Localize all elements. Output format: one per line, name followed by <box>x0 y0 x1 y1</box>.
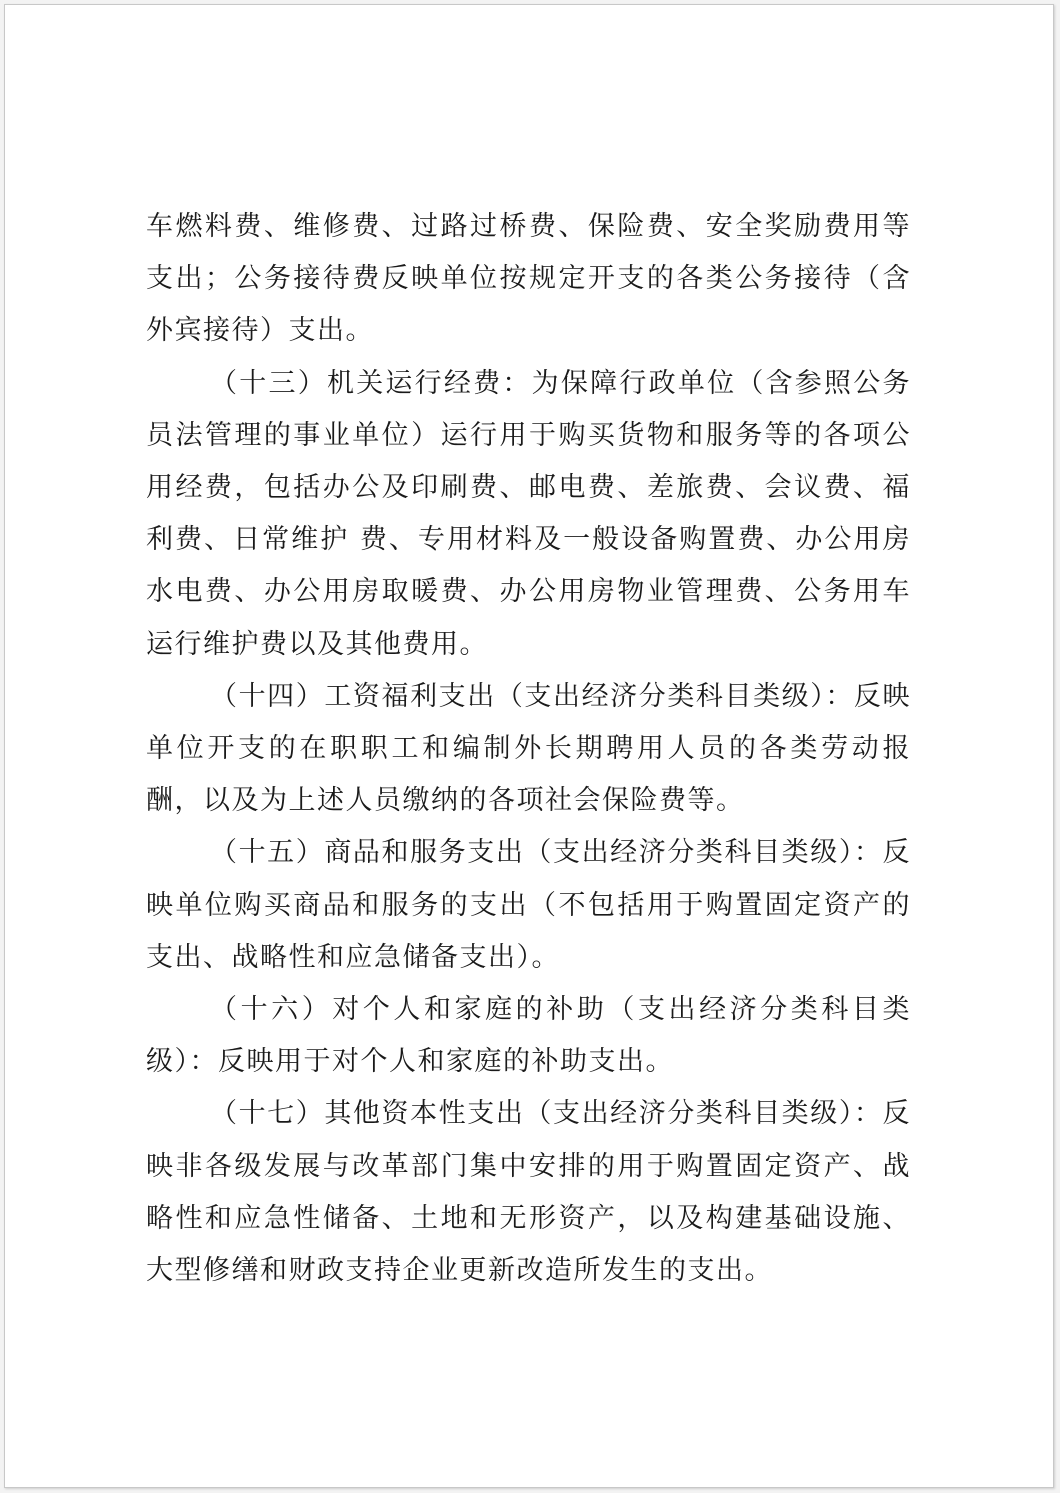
paragraph-body: 反映单位购买商品和服务的支出（不包括用于购置固定资产的支出、战略性和应急储备支出）。 <box>146 837 911 973</box>
paragraph-item-14 <box>146 671 911 828</box>
document-page <box>4 4 1054 1488</box>
paragraph-lead: （十五）商品和服务支出（支出经济分类科目类级）： <box>210 837 883 869</box>
body-text <box>146 201 911 1297</box>
paragraph-body: 为保障行政单位（含参照公务员法管理的事业单位）运行用于购买货物和服务等的各项公用经费，包括办公及印刷费、邮电费、差旅费、会议费、福利费、日常维护 费、专用材料及一般设备购置费、办公用房水电费、办公用房取暖费、办公用房物业管理费、公务用车运行维护费以及其他费用。 <box>146 367 912 660</box>
paragraph-body: 反映用于对个人和家庭的补助支出。 <box>218 1046 674 1078</box>
paragraph-item-17 <box>146 1088 911 1297</box>
paragraph-lead: （十四）工资福利支出（支出经济分类科目类级）： <box>210 680 854 712</box>
paragraph-item-16 <box>146 984 911 1088</box>
paragraph-body: 车燃料费、维修费、过路过桥费、保险费、安全奖励费用等支出；公务接待费反映单位按规定开支的各类公务接待（含外宾接待）支出。 <box>146 211 911 347</box>
paragraph-body: 反映单位开支的在职职工和编制外长期聘用人员的各类劳动报酬，以及为上述人员缴纳的各项社会保险费等。 <box>146 680 912 817</box>
paragraph-item-13 <box>146 358 911 671</box>
paragraph-lead: （十七）其他资本性支出（支出经济分类科目类级）： <box>210 1098 883 1130</box>
paragraph-lead: （十六）对个人和家庭的补助（支出经济分类科目类级）： <box>146 994 911 1078</box>
paragraph-item-15 <box>146 827 911 984</box>
paragraph-body: 反映非各级发展与改革部门集中安排的用于购置固定资产、战略性和应急性储备、土地和无形资产，以及构建基础设施、大型修缮和财政支持企业更新改造所发生的支出。 <box>146 1098 911 1287</box>
paragraph-continuation <box>146 201 911 358</box>
paragraph-lead: （十三）机关运行经费： <box>210 367 532 399</box>
